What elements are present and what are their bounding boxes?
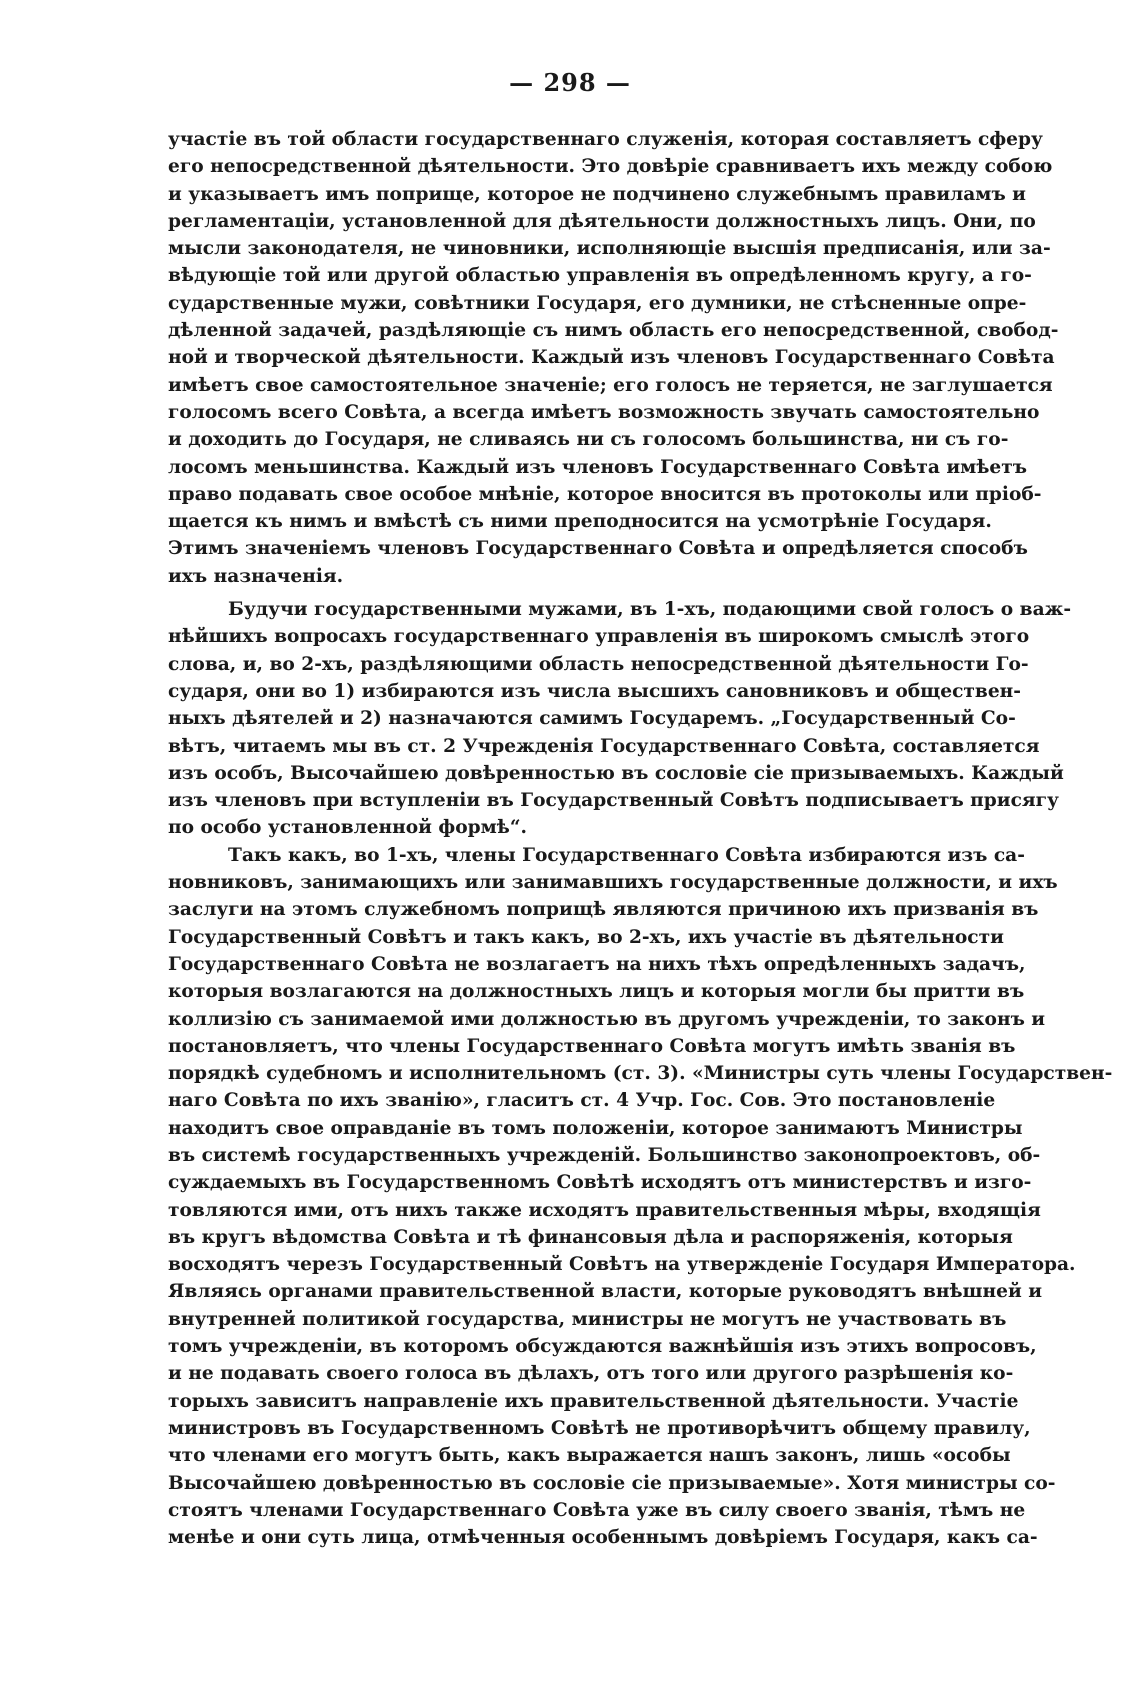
text-line: коллизію съ занимаемой ими должностью въ другомъ учрежденіи, то законъ и: [168, 1008, 1046, 1030]
text-line: имѣетъ свое самостоятельное значеніе; его голосъ не теряется, не заглушается: [168, 374, 1053, 396]
text-line: товляются ими, отъ нихъ также исходятъ правительственныя мѣры, входящія: [168, 1199, 1041, 1221]
text-line: ныхъ дѣятелей и 2) назначаются самимъ Государемъ. „Государственный Со-: [168, 708, 1016, 730]
text-line: его непосредственной дѣятельности. Это довѣріе сравниваетъ ихъ между собою: [168, 156, 1053, 178]
page-number: — 298 —: [509, 68, 631, 97]
text-line: Такъ какъ, во 1-хъ, члены Государственнаго Совѣта избираются изъ са-: [228, 844, 1025, 866]
text-line: въ системѣ государственныхъ учрежденій. Большинство законопроектовъ, об-: [168, 1144, 1041, 1166]
text-line: изъ членовъ при вступленіи въ Государственный Совѣтъ подписываетъ присягу: [168, 790, 1059, 812]
text-line: вѣтъ, читаемъ мы въ ст. 2 Учрежденія Государственнаго Совѣта, составляется: [168, 735, 1040, 757]
text-line: министровъ въ Государственномъ Совѣтѣ не противорѣчитъ общему правилу,: [168, 1417, 1031, 1439]
text-line: торыхъ зависитъ направленіе ихъ правительственной дѣятельности. Участіе: [168, 1390, 1019, 1412]
text-line: Государственный Совѣтъ и такъ какъ, во 2-хъ, ихъ участіе въ дѣятельности: [168, 926, 1004, 948]
text-line: въ кругъ вѣдомства Совѣта и тѣ финансовыя дѣла и распоряженія, которыя: [168, 1226, 1013, 1248]
text-line: регламентаціи, установленной для дѣятельности должностныхъ лицъ. Они, по: [168, 210, 1036, 232]
text-line: Государственнаго Совѣта не возлагаетъ на нихъ тѣхъ опредѣленныхъ задачъ,: [168, 953, 1026, 975]
paragraph-1: [168, 126, 1059, 590]
text-line: щается къ нимъ и вмѣстѣ съ ними преподносится на усмотрѣніе Государя.: [168, 511, 992, 533]
text-line: и указываетъ имъ поприще, которое не подчинено служебнымъ правиламъ и: [168, 183, 1026, 205]
text-line: новниковъ, занимающихъ или занимавшихъ государственные должности, и ихъ: [168, 872, 1058, 894]
text-line: заслуги на этомъ служебномъ поприщѣ являются причиною ихъ призванія въ: [168, 899, 1039, 921]
text-line: суждаемыхъ въ Государственномъ Совѣтѣ исходятъ отъ министерствъ и изго-: [168, 1172, 1032, 1194]
text-line: порядкѣ судебномъ и исполнительномъ (ст. 3). «Министры суть члены Государствен-: [168, 1063, 1113, 1085]
text-line: Высочайшею довѣренностью въ сословіе сіе призываемые». Хотя министры со-: [168, 1472, 1056, 1494]
text-line: дѣленной задачей, раздѣляющіе съ нимъ область его непосредственной, свобод-: [168, 320, 1059, 342]
text-line: томъ учрежденіи, въ которомъ обсуждаются важнѣйшія изъ этихъ вопросовъ,: [168, 1336, 1037, 1358]
text-line: Являясь органами правительственной власти, которые руководятъ внѣшней и: [168, 1281, 1043, 1303]
text-line: наго Совѣта по ихъ званію», гласитъ ст. 4 Учр. Гос. Сов. Это постановленіе: [168, 1090, 996, 1112]
text-line: изъ особъ, Высочайшею довѣренностью въ сословіе сіе призываемыхъ. Каждый: [168, 762, 1064, 784]
text-line: сударя, они во 1) избираются изъ числа высшихъ сановниковъ и обществен-: [168, 680, 1021, 702]
paragraph-2: [168, 596, 1072, 842]
text-line: что членами его могутъ быть, какъ выражается нашъ законъ, лишь «особы: [168, 1445, 1011, 1467]
text-line: по особо установленной формѣ“.: [168, 817, 528, 839]
text-line: внутренней политикой государства, министры не могутъ не участвовать въ: [168, 1308, 1007, 1330]
text-line: нѣйшихъ вопросахъ государственнаго управленія въ широкомъ смыслѣ этого: [168, 626, 1030, 648]
text-line: постановляетъ, что члены Государственнаго Совѣта могутъ имѣть званія въ: [168, 1035, 1016, 1057]
text-line: Будучи государственными мужами, въ 1-хъ, подающими свой голосъ о важ-: [228, 599, 1072, 621]
text-line: голосомъ всего Совѣта, а всегда имѣетъ возможность звучать самостоятельно: [168, 401, 1040, 423]
text-line: находитъ свое оправданіе въ томъ положеніи, которое занимаютъ Министры: [168, 1117, 1023, 1139]
text-line: восходятъ черезъ Государственный Совѣтъ на утвержденіе Государя Императора.: [168, 1254, 1076, 1276]
paragraph-3: [168, 842, 1113, 1552]
text-line: менѣе и они суть лица, отмѣченныя особеннымъ довѣріемъ Государя, какъ са-: [168, 1527, 1038, 1549]
text-line: мысли законодателя, не чиновники, исполняющіе высшія предписанія, или за-: [168, 238, 1051, 260]
text-line: и доходить до Государя, не сливаясь ни съ голосомъ большинства, ни съ го-: [168, 429, 1009, 451]
text-line: стоятъ членами Государственнаго Совѣта уже въ силу своего званія, тѣмъ не: [168, 1499, 1026, 1521]
text-line: Этимъ значеніемъ членовъ Государственнаго Совѣта и опредѣляется способъ: [168, 538, 1028, 560]
text-line: которыя возлагаются на должностныхъ лицъ и которыя могли бы притти въ: [168, 981, 1025, 1003]
body-text: [168, 126, 1113, 1551]
text-line: и не подавать своего голоса въ дѣлахъ, отъ того или другого разрѣшенія ко-: [168, 1363, 1014, 1385]
text-line: ихъ назначенія.: [168, 565, 344, 587]
text-line: ной и творческой дѣятельности. Каждый изъ членовъ Государственнаго Совѣта: [168, 347, 1055, 369]
text-line: лосомъ меньшинства. Каждый изъ членовъ Государственнаго Совѣта имѣетъ: [168, 456, 1028, 478]
text-line: вѣдующіе той или другой областью управленія въ опредѣленномъ кругу, а го-: [168, 265, 1032, 287]
text-line: сударственные мужи, совѣтники Государя, его думники, не стѣсненные опре-: [168, 292, 1027, 314]
text-line: право подавать свое особое мнѣніе, которое вносится въ протоколы или пріоб-: [168, 483, 1042, 505]
text-line: слова, и, во 2-хъ, раздѣляющими область непосредственной дѣятельности Го-: [168, 653, 1029, 675]
text-line: участіе въ той области государственнаго служенія, которая составляетъ сферу: [168, 129, 1043, 150]
